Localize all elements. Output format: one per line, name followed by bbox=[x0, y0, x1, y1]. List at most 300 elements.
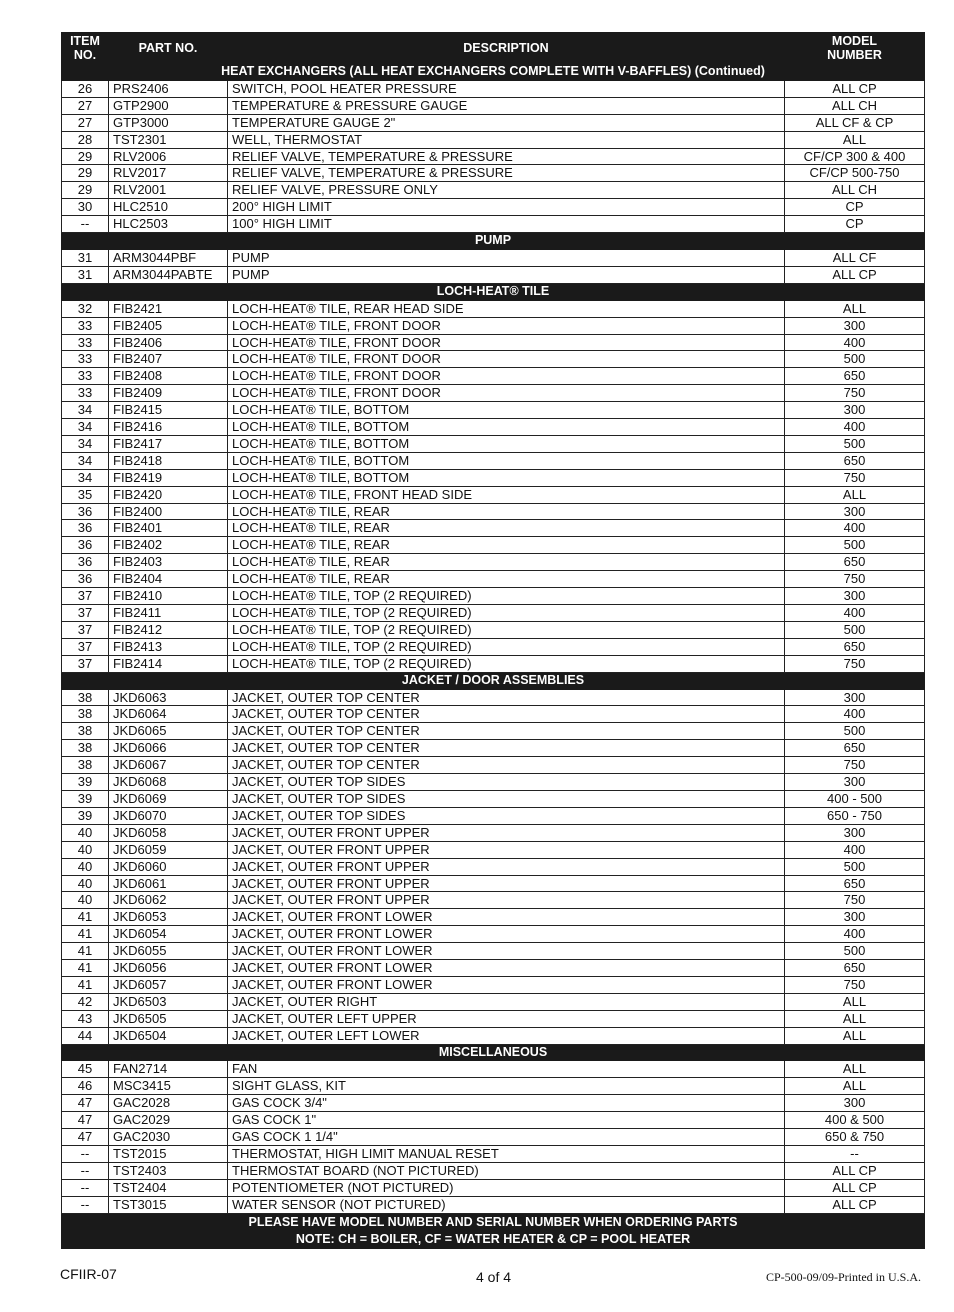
item-no-cell: 41 bbox=[62, 909, 109, 926]
item-no-cell: 41 bbox=[62, 976, 109, 993]
item-no-cell: 43 bbox=[62, 1010, 109, 1027]
table-row bbox=[62, 1078, 925, 1095]
section-header-row bbox=[62, 283, 925, 300]
model-number-cell: 400 bbox=[785, 926, 925, 943]
part-no-cell: JKD6066 bbox=[109, 740, 228, 757]
model-number-cell: 400 - 500 bbox=[785, 790, 925, 807]
part-no-cell: FIB2408 bbox=[109, 368, 228, 385]
description-cell: LOCH-HEAT® TILE, REAR bbox=[228, 503, 785, 520]
part-no-cell: FIB2420 bbox=[109, 486, 228, 503]
part-no-cell: RLV2017 bbox=[109, 165, 228, 182]
part-no-cell: JKD6065 bbox=[109, 723, 228, 740]
model-number-cell: 500 bbox=[785, 943, 925, 960]
table-row bbox=[62, 1095, 925, 1112]
table-row bbox=[62, 1129, 925, 1146]
description-cell: LOCH-HEAT® TILE, REAR bbox=[228, 571, 785, 588]
model-number-cell: 500 bbox=[785, 858, 925, 875]
section-title: HEAT EXCHANGERS (ALL HEAT EXCHANGERS COMPLETE WITH V-BAFFLES) (Continued) bbox=[62, 64, 925, 81]
table-header-row bbox=[62, 33, 925, 64]
item-no-cell: 37 bbox=[62, 605, 109, 622]
part-no-cell: FIB2421 bbox=[109, 300, 228, 317]
description-cell: LOCH-HEAT® TILE, FRONT DOOR bbox=[228, 351, 785, 368]
part-no-cell: GAC2028 bbox=[109, 1095, 228, 1112]
table-row bbox=[62, 807, 925, 824]
section-title: JACKET / DOOR ASSEMBLIES bbox=[62, 672, 925, 689]
model-number-cell: 400 bbox=[785, 605, 925, 622]
item-no-cell: -- bbox=[62, 1146, 109, 1163]
description-cell: JACKET, OUTER FRONT UPPER bbox=[228, 824, 785, 841]
part-no-cell: FIB2404 bbox=[109, 571, 228, 588]
table-row bbox=[62, 875, 925, 892]
section-header-row bbox=[62, 672, 925, 689]
description-cell: GAS COCK 1" bbox=[228, 1112, 785, 1129]
item-no-cell: 38 bbox=[62, 706, 109, 723]
part-no-cell: FIB2414 bbox=[109, 655, 228, 672]
table-row bbox=[62, 1027, 925, 1044]
description-cell: TEMPERATURE & PRESSURE GAUGE bbox=[228, 97, 785, 114]
item-no-cell: 45 bbox=[62, 1061, 109, 1078]
table-row bbox=[62, 1146, 925, 1163]
page-number: 4 of 4 bbox=[476, 1269, 512, 1285]
model-number-cell: 750 bbox=[785, 757, 925, 774]
part-no-cell: FIB2400 bbox=[109, 503, 228, 520]
description-cell: LOCH-HEAT® TILE, FRONT HEAD SIDE bbox=[228, 486, 785, 503]
table-row bbox=[62, 655, 925, 672]
document-code: CFIIR-07 bbox=[60, 1266, 117, 1282]
note-row bbox=[62, 1213, 925, 1231]
table-row bbox=[62, 757, 925, 774]
model-number-cell: 500 bbox=[785, 435, 925, 452]
model-number-cell: 400 bbox=[785, 706, 925, 723]
model-number-cell: 750 bbox=[785, 469, 925, 486]
item-no-cell: 33 bbox=[62, 368, 109, 385]
part-no-cell: RLV2001 bbox=[109, 182, 228, 199]
item-no-cell: 33 bbox=[62, 334, 109, 351]
part-no-cell: GTP2900 bbox=[109, 97, 228, 114]
model-number-cell: 300 bbox=[785, 774, 925, 791]
model-number-cell: 650 bbox=[785, 554, 925, 571]
description-cell: JACKET, OUTER TOP SIDES bbox=[228, 790, 785, 807]
description-cell: POTENTIOMETER (NOT PICTURED) bbox=[228, 1179, 785, 1196]
description-cell: JACKET, OUTER LEFT LOWER bbox=[228, 1027, 785, 1044]
description-cell: THERMOSTAT BOARD (NOT PICTURED) bbox=[228, 1162, 785, 1179]
model-number-cell: 300 bbox=[785, 317, 925, 334]
table-row bbox=[62, 571, 925, 588]
item-no-cell: 39 bbox=[62, 774, 109, 791]
table-row bbox=[62, 841, 925, 858]
table-row bbox=[62, 486, 925, 503]
item-no-cell: -- bbox=[62, 216, 109, 233]
model-number-cell: 300 bbox=[785, 402, 925, 419]
item-no-cell: 38 bbox=[62, 757, 109, 774]
part-no-cell: FIB2410 bbox=[109, 588, 228, 605]
model-number-cell: ALL bbox=[785, 1061, 925, 1078]
description-cell: JACKET, OUTER FRONT LOWER bbox=[228, 926, 785, 943]
part-no-cell: MSC3415 bbox=[109, 1078, 228, 1095]
item-no-cell: 35 bbox=[62, 486, 109, 503]
table-row bbox=[62, 689, 925, 706]
part-no-cell: JKD6063 bbox=[109, 689, 228, 706]
item-no-cell: 29 bbox=[62, 182, 109, 199]
part-no-cell: FIB2401 bbox=[109, 520, 228, 537]
item-no-cell: 47 bbox=[62, 1129, 109, 1146]
table-row bbox=[62, 165, 925, 182]
model-number-cell: CF/CP 500-750 bbox=[785, 165, 925, 182]
item-no-cell: 47 bbox=[62, 1095, 109, 1112]
description-cell: JACKET, OUTER FRONT LOWER bbox=[228, 976, 785, 993]
item-no-cell: 27 bbox=[62, 97, 109, 114]
description-cell: LOCH-HEAT® TILE, TOP (2 REQUIRED) bbox=[228, 621, 785, 638]
description-cell: LOCH-HEAT® TILE, BOTTOM bbox=[228, 402, 785, 419]
item-no-cell: 38 bbox=[62, 689, 109, 706]
table-row bbox=[62, 182, 925, 199]
part-no-cell: FIB2403 bbox=[109, 554, 228, 571]
model-number-cell: 650 bbox=[785, 638, 925, 655]
description-cell: JACKET, OUTER TOP SIDES bbox=[228, 807, 785, 824]
part-no-cell: JKD6070 bbox=[109, 807, 228, 824]
table-row bbox=[62, 774, 925, 791]
table-row bbox=[62, 97, 925, 114]
description-cell: LOCH-HEAT® TILE, FRONT DOOR bbox=[228, 385, 785, 402]
model-number-cell: ALL CH bbox=[785, 97, 925, 114]
table-row bbox=[62, 605, 925, 622]
description-cell: GAS COCK 1 1/4" bbox=[228, 1129, 785, 1146]
model-number-cell: ALL bbox=[785, 486, 925, 503]
part-no-cell: FIB2418 bbox=[109, 452, 228, 469]
part-no-cell: FIB2415 bbox=[109, 402, 228, 419]
description-cell: LOCH-HEAT® TILE, REAR bbox=[228, 554, 785, 571]
table-row bbox=[62, 1010, 925, 1027]
item-no-cell: 34 bbox=[62, 402, 109, 419]
model-number-cell: ALL CF & CP bbox=[785, 114, 925, 131]
part-no-cell: TST2404 bbox=[109, 1179, 228, 1196]
item-no-cell: 36 bbox=[62, 571, 109, 588]
item-no-cell: -- bbox=[62, 1179, 109, 1196]
description-cell: TEMPERATURE GAUGE 2" bbox=[228, 114, 785, 131]
part-no-cell: GTP3000 bbox=[109, 114, 228, 131]
model-number-cell: ALL CP bbox=[785, 266, 925, 283]
table-row bbox=[62, 469, 925, 486]
description-cell: LOCH-HEAT® TILE, BOTTOM bbox=[228, 435, 785, 452]
description-cell: JACKET, OUTER FRONT UPPER bbox=[228, 858, 785, 875]
model-number-cell: 300 bbox=[785, 909, 925, 926]
part-no-cell: GAC2030 bbox=[109, 1129, 228, 1146]
item-no-cell: 44 bbox=[62, 1027, 109, 1044]
part-no-cell: FIB2407 bbox=[109, 351, 228, 368]
description-cell: RELIEF VALVE, TEMPERATURE & PRESSURE bbox=[228, 165, 785, 182]
description-cell: PUMP bbox=[228, 249, 785, 266]
description-cell: JACKET, OUTER FRONT LOWER bbox=[228, 909, 785, 926]
part-no-cell: HLC2510 bbox=[109, 199, 228, 216]
model-number-cell: ALL bbox=[785, 993, 925, 1010]
part-no-cell: JKD6060 bbox=[109, 858, 228, 875]
part-no-cell: FIB2405 bbox=[109, 317, 228, 334]
description-cell: LOCH-HEAT® TILE, BOTTOM bbox=[228, 452, 785, 469]
table-row bbox=[62, 537, 925, 554]
part-no-cell: JKD6056 bbox=[109, 960, 228, 977]
item-no-cell: 26 bbox=[62, 80, 109, 97]
parts-body bbox=[62, 64, 925, 1249]
description-cell: RELIEF VALVE, PRESSURE ONLY bbox=[228, 182, 785, 199]
part-no-cell: FIB2411 bbox=[109, 605, 228, 622]
part-no-cell: FIB2406 bbox=[109, 334, 228, 351]
table-row bbox=[62, 740, 925, 757]
header-part-no: PART NO. bbox=[109, 33, 228, 64]
part-no-cell: JKD6058 bbox=[109, 824, 228, 841]
item-no-cell: -- bbox=[62, 1162, 109, 1179]
table-row bbox=[62, 824, 925, 841]
item-no-cell: 33 bbox=[62, 385, 109, 402]
item-no-cell: -- bbox=[62, 1196, 109, 1213]
model-number-cell: ALL CP bbox=[785, 1162, 925, 1179]
description-cell: JACKET, OUTER FRONT LOWER bbox=[228, 943, 785, 960]
table-row bbox=[62, 1196, 925, 1213]
item-no-cell: 36 bbox=[62, 537, 109, 554]
table-row bbox=[62, 621, 925, 638]
item-no-cell: 41 bbox=[62, 926, 109, 943]
parts-list-table bbox=[61, 32, 925, 1249]
description-cell: PUMP bbox=[228, 266, 785, 283]
part-no-cell: FIB2402 bbox=[109, 537, 228, 554]
table-row bbox=[62, 148, 925, 165]
part-no-cell: JKD6067 bbox=[109, 757, 228, 774]
table-row bbox=[62, 1061, 925, 1078]
description-cell: LOCH-HEAT® TILE, TOP (2 REQUIRED) bbox=[228, 655, 785, 672]
item-no-cell: 40 bbox=[62, 875, 109, 892]
item-no-cell: 46 bbox=[62, 1078, 109, 1095]
table-row bbox=[62, 199, 925, 216]
table-row bbox=[62, 266, 925, 283]
model-number-cell: 650 bbox=[785, 960, 925, 977]
model-number-cell: 300 bbox=[785, 588, 925, 605]
part-no-cell: TST3015 bbox=[109, 1196, 228, 1213]
item-no-cell: 34 bbox=[62, 435, 109, 452]
model-number-cell: 400 bbox=[785, 841, 925, 858]
table-row bbox=[62, 1162, 925, 1179]
table-row bbox=[62, 554, 925, 571]
description-cell: LOCH-HEAT® TILE, TOP (2 REQUIRED) bbox=[228, 638, 785, 655]
item-no-cell: 40 bbox=[62, 841, 109, 858]
part-no-cell: FIB2413 bbox=[109, 638, 228, 655]
model-number-cell: ALL CP bbox=[785, 80, 925, 97]
model-number-cell: 650 bbox=[785, 740, 925, 757]
description-cell: LOCH-HEAT® TILE, BOTTOM bbox=[228, 469, 785, 486]
header-item-no: ITEM NO. bbox=[62, 33, 109, 64]
model-number-cell: 300 bbox=[785, 824, 925, 841]
description-cell: JACKET, OUTER TOP CENTER bbox=[228, 723, 785, 740]
model-number-cell: -- bbox=[785, 1146, 925, 1163]
part-no-cell: HLC2503 bbox=[109, 216, 228, 233]
item-no-cell: 34 bbox=[62, 452, 109, 469]
description-cell: GAS COCK 3/4" bbox=[228, 1095, 785, 1112]
table-row bbox=[62, 892, 925, 909]
table-row bbox=[62, 1179, 925, 1196]
part-no-cell: FIB2416 bbox=[109, 419, 228, 436]
part-no-cell: FIB2417 bbox=[109, 435, 228, 452]
model-number-cell: CP bbox=[785, 216, 925, 233]
description-cell: JACKET, OUTER FRONT UPPER bbox=[228, 892, 785, 909]
table-row bbox=[62, 926, 925, 943]
part-no-cell: ARM3044PABTE bbox=[109, 266, 228, 283]
table-row bbox=[62, 723, 925, 740]
description-cell: JACKET, OUTER LEFT UPPER bbox=[228, 1010, 785, 1027]
part-no-cell: JKD6068 bbox=[109, 774, 228, 791]
item-no-cell: 47 bbox=[62, 1112, 109, 1129]
item-no-cell: 34 bbox=[62, 419, 109, 436]
description-cell: JACKET, OUTER FRONT UPPER bbox=[228, 875, 785, 892]
table-row bbox=[62, 1112, 925, 1129]
item-no-cell: 38 bbox=[62, 723, 109, 740]
description-cell: JACKET, OUTER TOP CENTER bbox=[228, 757, 785, 774]
item-no-cell: 29 bbox=[62, 165, 109, 182]
table-row bbox=[62, 402, 925, 419]
item-no-cell: 31 bbox=[62, 266, 109, 283]
model-number-cell: 500 bbox=[785, 351, 925, 368]
section-title: PUMP bbox=[62, 233, 925, 250]
table-row bbox=[62, 368, 925, 385]
item-no-cell: 34 bbox=[62, 469, 109, 486]
description-cell: JACKET, OUTER TOP CENTER bbox=[228, 706, 785, 723]
item-no-cell: 41 bbox=[62, 960, 109, 977]
description-cell: 200° HIGH LIMIT bbox=[228, 199, 785, 216]
part-no-cell: JKD6055 bbox=[109, 943, 228, 960]
model-number-cell: CF/CP 300 & 400 bbox=[785, 148, 925, 165]
table-row bbox=[62, 334, 925, 351]
table-row bbox=[62, 960, 925, 977]
description-cell: SWITCH, POOL HEATER PRESSURE bbox=[228, 80, 785, 97]
print-info: CP-500-09/09-Printed in U.S.A. bbox=[765, 1270, 921, 1284]
part-no-cell: FIB2419 bbox=[109, 469, 228, 486]
table-row bbox=[62, 300, 925, 317]
item-no-cell: 39 bbox=[62, 790, 109, 807]
note-text: NOTE: CH = BOILER, CF = WATER HEATER & CP = POOL HEATER bbox=[62, 1231, 925, 1249]
description-cell: WELL, THERMOSTAT bbox=[228, 131, 785, 148]
description-cell: JACKET, OUTER TOP SIDES bbox=[228, 774, 785, 791]
part-no-cell: TST2301 bbox=[109, 131, 228, 148]
part-no-cell: JKD6505 bbox=[109, 1010, 228, 1027]
description-cell: SIGHT GLASS, KIT bbox=[228, 1078, 785, 1095]
table-row bbox=[62, 503, 925, 520]
part-no-cell: JKD6053 bbox=[109, 909, 228, 926]
table-row bbox=[62, 638, 925, 655]
model-number-cell: 500 bbox=[785, 723, 925, 740]
part-no-cell: JKD6057 bbox=[109, 976, 228, 993]
part-no-cell: JKD6054 bbox=[109, 926, 228, 943]
part-no-cell: TST2403 bbox=[109, 1162, 228, 1179]
description-cell: LOCH-HEAT® TILE, REAR bbox=[228, 520, 785, 537]
description-cell: LOCH-HEAT® TILE, TOP (2 REQUIRED) bbox=[228, 588, 785, 605]
item-no-cell: 37 bbox=[62, 638, 109, 655]
table-row bbox=[62, 351, 925, 368]
model-number-cell: 400 bbox=[785, 520, 925, 537]
part-no-cell: JKD6503 bbox=[109, 993, 228, 1010]
part-no-cell: FAN2714 bbox=[109, 1061, 228, 1078]
description-cell: LOCH-HEAT® TILE, FRONT DOOR bbox=[228, 317, 785, 334]
table-row bbox=[62, 419, 925, 436]
table-row bbox=[62, 80, 925, 97]
item-no-cell: 29 bbox=[62, 148, 109, 165]
model-number-cell: ALL CP bbox=[785, 1179, 925, 1196]
description-cell: JACKET, OUTER FRONT LOWER bbox=[228, 960, 785, 977]
model-number-cell: ALL bbox=[785, 131, 925, 148]
table-row bbox=[62, 976, 925, 993]
description-cell: LOCH-HEAT® TILE, TOP (2 REQUIRED) bbox=[228, 605, 785, 622]
item-no-cell: 31 bbox=[62, 249, 109, 266]
model-number-cell: 300 bbox=[785, 689, 925, 706]
description-cell: RELIEF VALVE, TEMPERATURE & PRESSURE bbox=[228, 148, 785, 165]
item-no-cell: 41 bbox=[62, 943, 109, 960]
model-number-cell: 750 bbox=[785, 892, 925, 909]
item-no-cell: 30 bbox=[62, 199, 109, 216]
table-row bbox=[62, 943, 925, 960]
part-no-cell: FIB2412 bbox=[109, 621, 228, 638]
model-number-cell: 650 & 750 bbox=[785, 1129, 925, 1146]
description-cell: JACKET, OUTER TOP CENTER bbox=[228, 740, 785, 757]
model-number-cell: ALL CP bbox=[785, 1196, 925, 1213]
table-row bbox=[62, 216, 925, 233]
item-no-cell: 27 bbox=[62, 114, 109, 131]
table-row bbox=[62, 435, 925, 452]
part-no-cell: JKD6504 bbox=[109, 1027, 228, 1044]
part-no-cell: JKD6064 bbox=[109, 706, 228, 723]
model-number-cell: 500 bbox=[785, 621, 925, 638]
description-cell: LOCH-HEAT® TILE, BOTTOM bbox=[228, 419, 785, 436]
item-no-cell: 38 bbox=[62, 740, 109, 757]
description-cell: 100° HIGH LIMIT bbox=[228, 216, 785, 233]
model-number-cell: 650 bbox=[785, 452, 925, 469]
table-row bbox=[62, 520, 925, 537]
model-number-cell: ALL bbox=[785, 1027, 925, 1044]
section-header-row bbox=[62, 1044, 925, 1061]
model-number-cell: ALL CF bbox=[785, 249, 925, 266]
part-no-cell: JKD6061 bbox=[109, 875, 228, 892]
model-number-cell: 500 bbox=[785, 537, 925, 554]
table-row bbox=[62, 909, 925, 926]
item-no-cell: 40 bbox=[62, 858, 109, 875]
model-number-cell: 300 bbox=[785, 503, 925, 520]
section-title: MISCELLANEOUS bbox=[62, 1044, 925, 1061]
description-cell: JACKET, OUTER RIGHT bbox=[228, 993, 785, 1010]
table-row bbox=[62, 452, 925, 469]
model-number-cell: ALL CH bbox=[785, 182, 925, 199]
description-cell: JACKET, OUTER TOP CENTER bbox=[228, 689, 785, 706]
section-header-row bbox=[62, 233, 925, 250]
table-row bbox=[62, 993, 925, 1010]
item-no-cell: 39 bbox=[62, 807, 109, 824]
part-no-cell: PRS2406 bbox=[109, 80, 228, 97]
model-number-cell: 750 bbox=[785, 655, 925, 672]
description-cell: THERMOSTAT, HIGH LIMIT MANUAL RESET bbox=[228, 1146, 785, 1163]
model-number-cell: 750 bbox=[785, 976, 925, 993]
description-cell: WATER SENSOR (NOT PICTURED) bbox=[228, 1196, 785, 1213]
item-no-cell: 42 bbox=[62, 993, 109, 1010]
table-row bbox=[62, 385, 925, 402]
table-row bbox=[62, 706, 925, 723]
model-number-cell: CP bbox=[785, 199, 925, 216]
part-no-cell: RLV2006 bbox=[109, 148, 228, 165]
table-row bbox=[62, 588, 925, 605]
description-cell: FAN bbox=[228, 1061, 785, 1078]
note-text: PLEASE HAVE MODEL NUMBER AND SERIAL NUMBER WHEN ORDERING PARTS bbox=[62, 1213, 925, 1231]
item-no-cell: 37 bbox=[62, 621, 109, 638]
item-no-cell: 40 bbox=[62, 892, 109, 909]
model-number-cell: 300 bbox=[785, 1095, 925, 1112]
table-row bbox=[62, 317, 925, 334]
description-cell: JACKET, OUTER FRONT UPPER bbox=[228, 841, 785, 858]
description-cell: LOCH-HEAT® TILE, FRONT DOOR bbox=[228, 368, 785, 385]
header-model-number: MODEL NUMBER bbox=[785, 33, 925, 64]
part-no-cell: JKD6062 bbox=[109, 892, 228, 909]
